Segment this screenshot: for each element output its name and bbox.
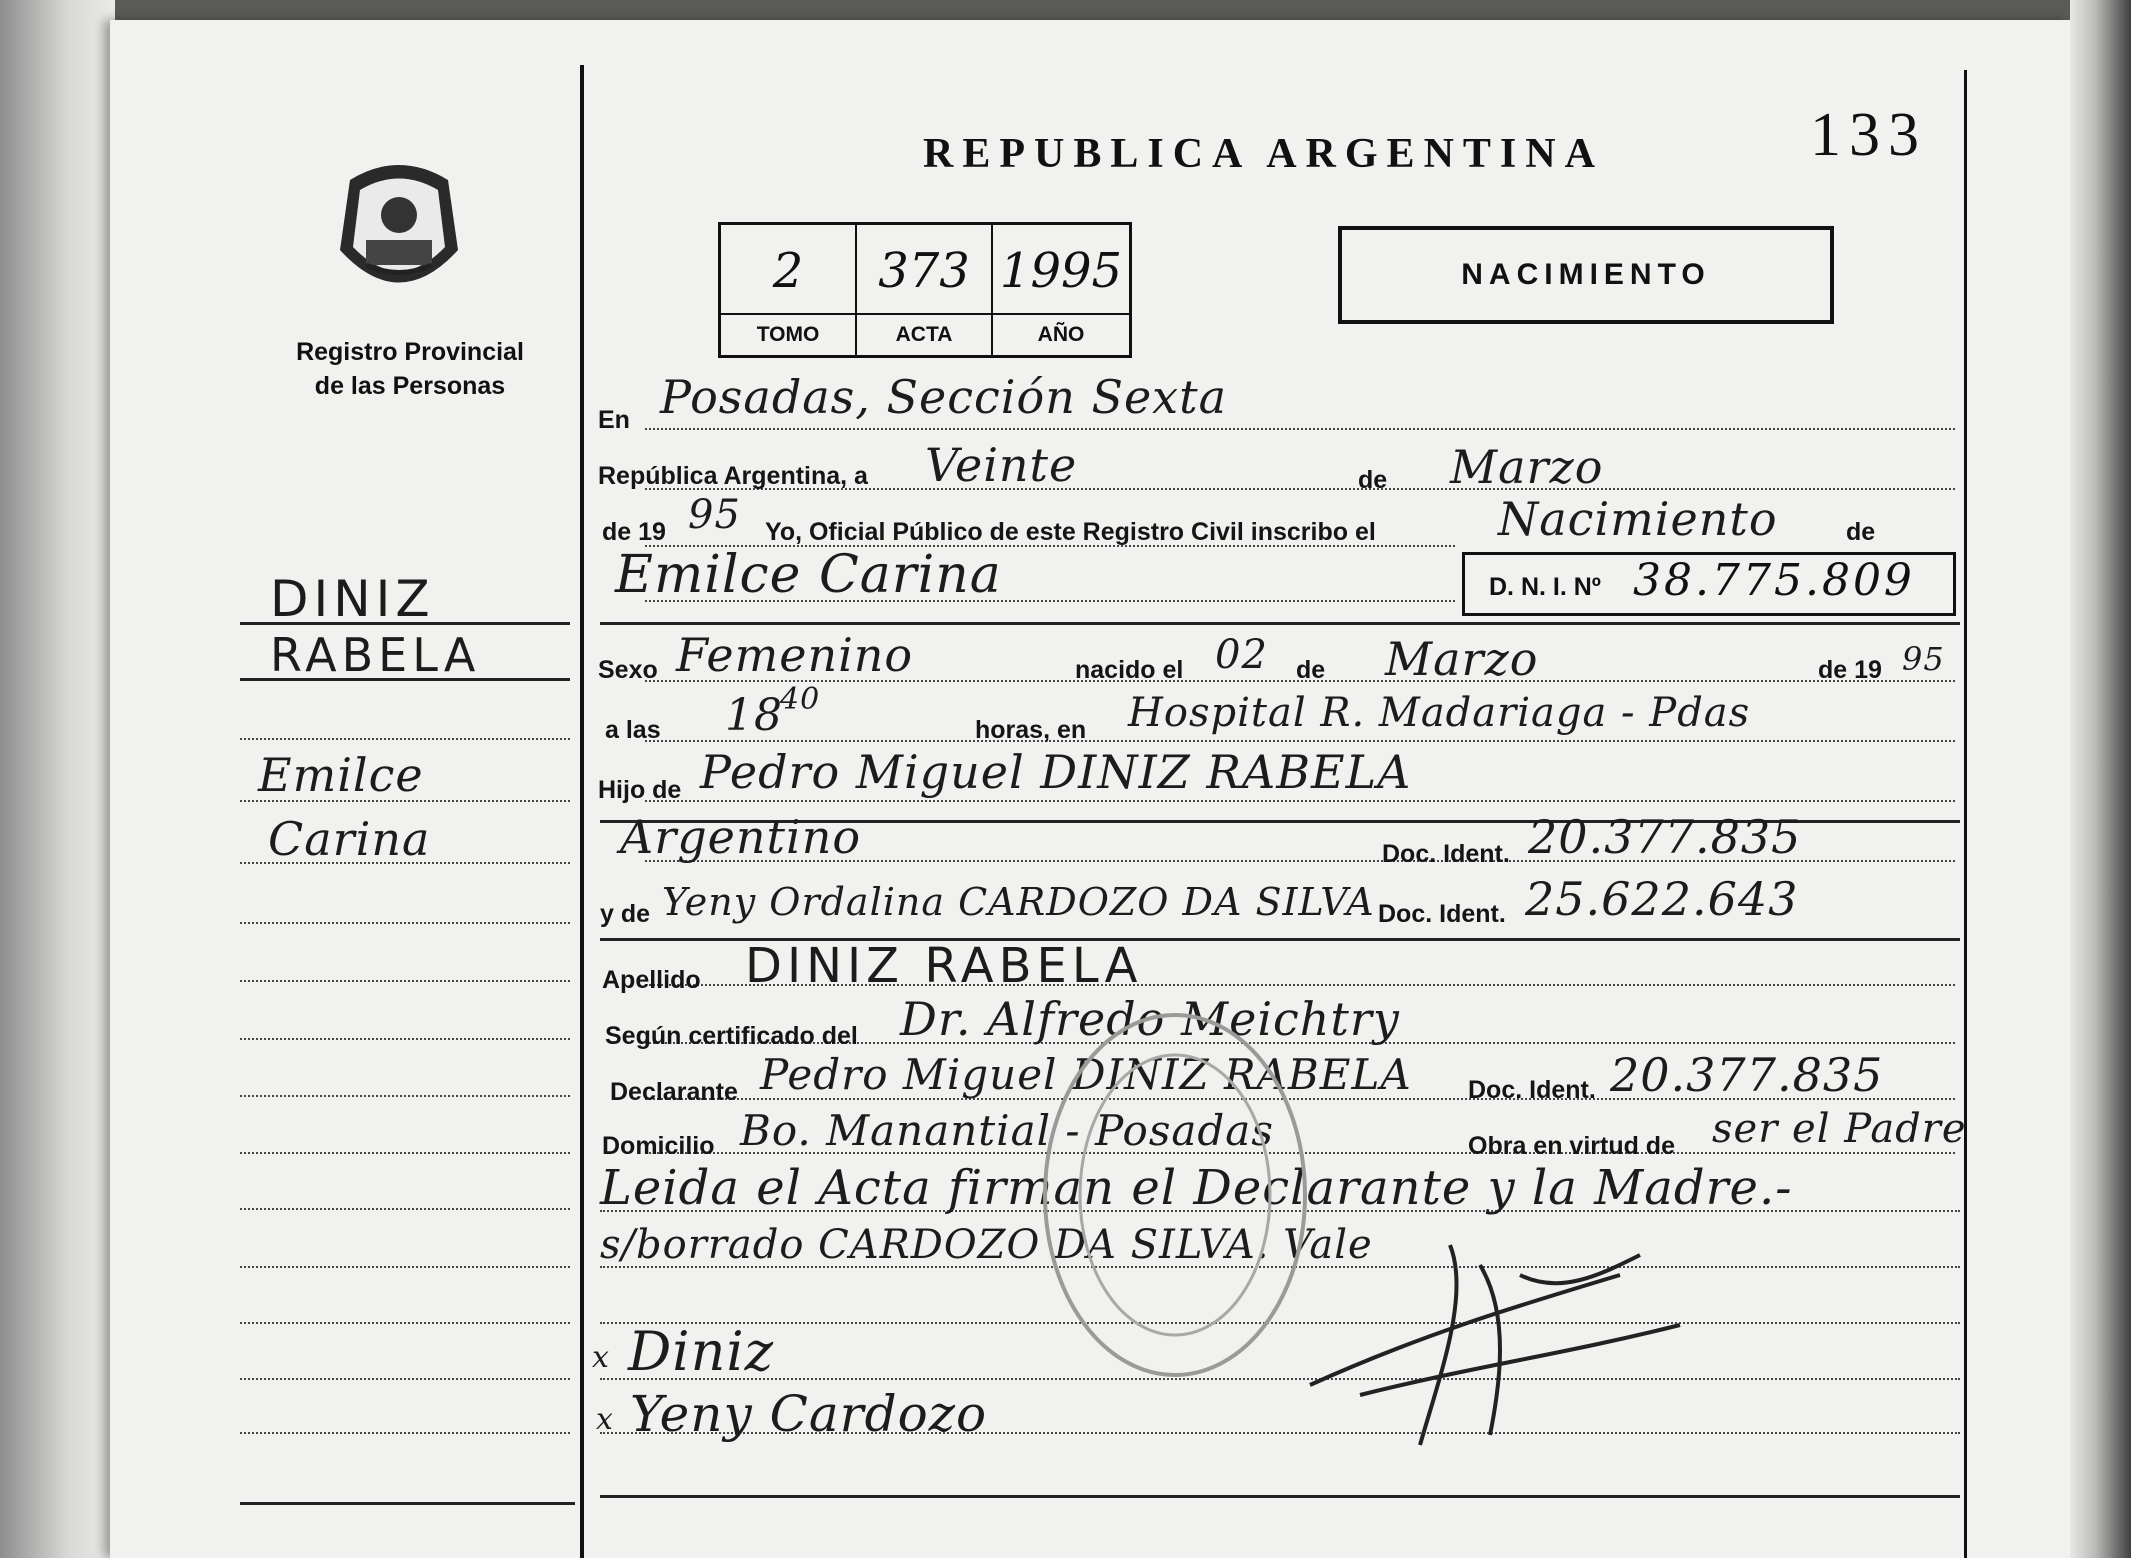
- page-number: 133: [1810, 101, 1927, 169]
- margin-rule: [240, 800, 570, 802]
- label-dni: D. N. I. Nº: [1489, 573, 1601, 601]
- form-rule: [645, 740, 1955, 742]
- office-line-1: Registro Provincial: [296, 338, 524, 366]
- label-de: de: [1358, 466, 1388, 494]
- field-dni: 38.775.809: [1633, 555, 1915, 606]
- field-obra: ser el Padre: [1712, 1106, 1967, 1152]
- label-en: En: [598, 406, 630, 434]
- page-title: REPUBLICA ARGENTINA: [923, 131, 1604, 177]
- margin-rule: [240, 1432, 570, 1434]
- field-nacido-dia: 02: [1215, 632, 1268, 678]
- margin-rule: [240, 1208, 570, 1210]
- field-minutos: 40: [780, 682, 821, 717]
- label-sexo: Sexo: [598, 656, 658, 684]
- margin-surname-1: DINIZ: [270, 570, 435, 628]
- margin-rule: [240, 622, 570, 625]
- tomo-value: 2: [772, 243, 804, 299]
- field-domicilio: Bo. Manantial - Posadas: [740, 1106, 1274, 1155]
- label-horas-en: horas, en: [975, 716, 1087, 744]
- form-rule: [600, 1495, 1960, 1498]
- field-madre-doc: 25.622.643: [1525, 872, 1799, 926]
- ano-caption: AÑO: [993, 313, 1129, 355]
- field-dia: Veinte: [925, 438, 1078, 492]
- margin-rule: [240, 1502, 575, 1505]
- field-padre-nacionalidad: Argentino: [620, 810, 862, 864]
- label-y-de: y de: [600, 900, 651, 928]
- tomo-caption: TOMO: [721, 313, 855, 355]
- field-padre-doc: 20.377.835: [1528, 810, 1802, 864]
- acta-cell: [857, 225, 993, 355]
- office-line-2: de las Personas: [314, 372, 506, 400]
- field-nacido-mes: Marzo: [1385, 632, 1539, 686]
- misiones-seal-icon: [330, 155, 468, 305]
- margin-rule: [240, 862, 570, 864]
- field-sexo: Femenino: [676, 628, 914, 682]
- record-type-box: NACIMIENTO: [1338, 226, 1834, 324]
- margin-rule: [240, 738, 570, 740]
- signature-mother: Yeny Cardozo: [630, 1385, 988, 1443]
- official-signature-icon: [1300, 1235, 1720, 1455]
- label-domicilio: Domicilio: [602, 1132, 715, 1160]
- right-border: [1964, 70, 1967, 1558]
- signature-mark-1: x: [592, 1340, 610, 1375]
- label-doc-declarante: Doc. Ident.: [1468, 1076, 1596, 1104]
- label-de19: de 19: [602, 518, 666, 546]
- official-stamp-icon: [1030, 1000, 1320, 1390]
- field-lugar: Posadas, Sección Sexta: [660, 370, 1228, 424]
- field-mes: Marzo: [1450, 440, 1604, 494]
- label-declarante: Declarante: [610, 1078, 738, 1106]
- note-line-2: s/borrado CARDOZO DA SILVA. Vale: [600, 1222, 1373, 1268]
- dni-box: [1462, 552, 1956, 616]
- margin-rule: [240, 980, 570, 982]
- signature-mark-2: x: [596, 1402, 614, 1437]
- field-nacido-anio: 95: [1902, 640, 1945, 678]
- field-anio-corto: 95: [688, 492, 741, 538]
- margin-rule: [240, 1322, 570, 1324]
- label-de-2: de: [1846, 518, 1876, 546]
- field-inscribe: Nacimiento: [1498, 492, 1778, 546]
- margin-given-1: Emilce: [258, 748, 424, 802]
- margin-rule: [240, 922, 570, 924]
- note-line-1: Leida el Acta firman el Declarante y la Madre.-: [600, 1160, 1793, 1216]
- form-rule: [645, 428, 1955, 430]
- label-yo-oficial: Yo, Oficial Público de este Registro Civil inscribo el: [765, 518, 1376, 546]
- registration-box: [718, 222, 1132, 358]
- label-a-las: a las: [605, 716, 661, 744]
- field-nombre: Emilce Carina: [615, 545, 1002, 605]
- form-rule: [645, 800, 1955, 802]
- field-madre: Yeny Ordalina CARDOZO DA SILVA: [662, 880, 1375, 924]
- label-republica: República Argentina, a: [598, 462, 868, 490]
- background-top: [0, 0, 2131, 22]
- field-hora: 18: [725, 690, 783, 741]
- field-declarante-doc: 20.377.835: [1610, 1048, 1884, 1102]
- margin-surname-2: RABELA: [270, 628, 481, 682]
- margin-divider: [580, 65, 584, 1558]
- acta-caption: ACTA: [857, 313, 991, 355]
- acta-value: 373: [878, 243, 970, 299]
- label-doc-padre: Doc. Ident.: [1382, 840, 1510, 868]
- label-hijo-de: Hijo de: [598, 776, 682, 804]
- label-nacido: nacido el: [1075, 656, 1184, 684]
- field-padre: Pedro Miguel DINIZ RABELA: [700, 745, 1412, 799]
- field-declarante: Pedro Miguel DINIZ RABELA: [760, 1050, 1412, 1099]
- label-nacido-anio: de 19: [1818, 656, 1882, 684]
- tomo-cell: [721, 225, 857, 355]
- form-rule: [600, 622, 1960, 625]
- office-name: [280, 335, 540, 403]
- margin-rule: [240, 1095, 570, 1097]
- label-nacido-de: de: [1296, 656, 1326, 684]
- label-apellido: Apellido: [602, 966, 701, 994]
- book-edge: [2070, 0, 2131, 1558]
- margin-rule: [240, 678, 570, 681]
- ano-value: 1995: [999, 243, 1123, 299]
- label-doc-madre: Doc. Ident.: [1378, 900, 1506, 928]
- margin-rule: [240, 1038, 570, 1040]
- book-gutter: [0, 0, 115, 1558]
- field-medico: Dr. Alfredo Meichtry: [900, 992, 1400, 1046]
- field-apellido: DINIZ RABELA: [745, 938, 1143, 994]
- signature-father: Diniz: [628, 1320, 775, 1383]
- margin-rule: [240, 1378, 570, 1380]
- margin-rule: [240, 1266, 570, 1268]
- label-segun: Según certificado del: [605, 1022, 858, 1050]
- label-obra: Obra en virtud de: [1468, 1132, 1675, 1160]
- margin-rule: [240, 1152, 570, 1154]
- margin-given-2: Carina: [268, 812, 431, 866]
- ano-cell: [993, 225, 1129, 355]
- field-lugar-nacimiento: Hospital R. Madariaga - Pdas: [1128, 690, 1751, 736]
